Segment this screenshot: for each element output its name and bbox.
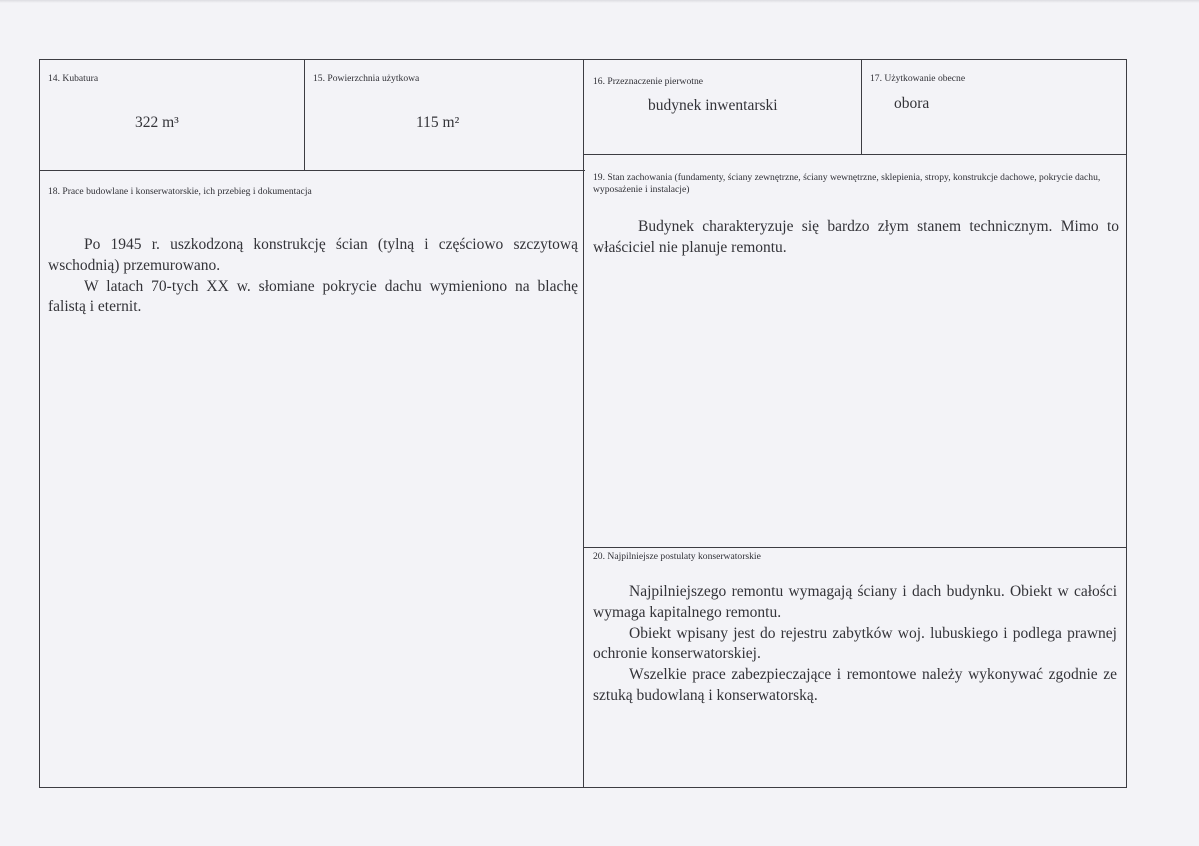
- field-value: budynek inwentarski: [648, 97, 778, 114]
- field-kubatura: [40, 60, 305, 171]
- paragraph: Najpilniejszego remontu wymagają ściany i dach budynku. Obiekt w całości wymaga kapitalnego remontu.: [593, 583, 1117, 621]
- page-edge: [0, 0, 1199, 3]
- paragraph: Budynek charakteryzuje się bardzo złym stanem technicznym. Mimo to właściciel nie planuje remontu.: [593, 218, 1119, 256]
- field-prace: [40, 171, 584, 787]
- paragraph: Po 1945 r. uszkodzoną konstrukcję ścian (tylną i częściowo szczytową wschodnią) przemurowano.: [48, 236, 578, 274]
- field-label: 15. Powierzchnia użytkowa: [313, 73, 420, 84]
- field-label: 18. Prace budowlane i konserwatorskie, ich przebieg i dokumentacja: [48, 186, 312, 197]
- field-value: obora: [894, 95, 930, 112]
- field-text: [593, 582, 1117, 707]
- paragraph: Wszelkie prace zabezpieczające i remontowe należy wykonywać zgodnie ze sztuką budowlaną i konserwatorską.: [593, 666, 1117, 704]
- field-text: [593, 217, 1119, 259]
- field-label: 19. Stan zachowania (fundamenty, ściany zewnętrzne, ściany wewnętrzne, sklepienia, stropy, konstrukcje dachowe, pokrycie dachu, wyposażenie i instalacje): [593, 172, 1101, 195]
- field-label: 16. Przeznaczenie pierwotne: [593, 76, 704, 87]
- paragraph: W latach 70-tych XX w. słomiane pokrycie dachu wymieniono na blachę falistą i eternit.: [48, 277, 578, 316]
- field-uzytkowanie: [861, 60, 1126, 155]
- paragraph: Obiekt wpisany jest do rejestru zabytków woj. lubuskiego i podlega prawnej ochronie konserwatorskiej.: [593, 624, 1117, 663]
- field-label: 17. Użytkowanie obecne: [870, 73, 966, 84]
- field-text: [48, 235, 578, 318]
- field-label: 20. Najpilniejsze postulaty konserwatorskie: [593, 551, 761, 562]
- field-przeznaczenie: [585, 60, 862, 155]
- divider: [583, 60, 584, 787]
- field-powierzchnia: [304, 60, 584, 171]
- record-card: [39, 59, 1127, 788]
- field-postulaty: [585, 548, 1126, 787]
- field-stan: [585, 155, 1126, 548]
- field-value: 322 m³: [135, 114, 179, 131]
- field-label: 14. Kubatura: [48, 73, 99, 84]
- field-value: 115 m²: [416, 114, 460, 131]
